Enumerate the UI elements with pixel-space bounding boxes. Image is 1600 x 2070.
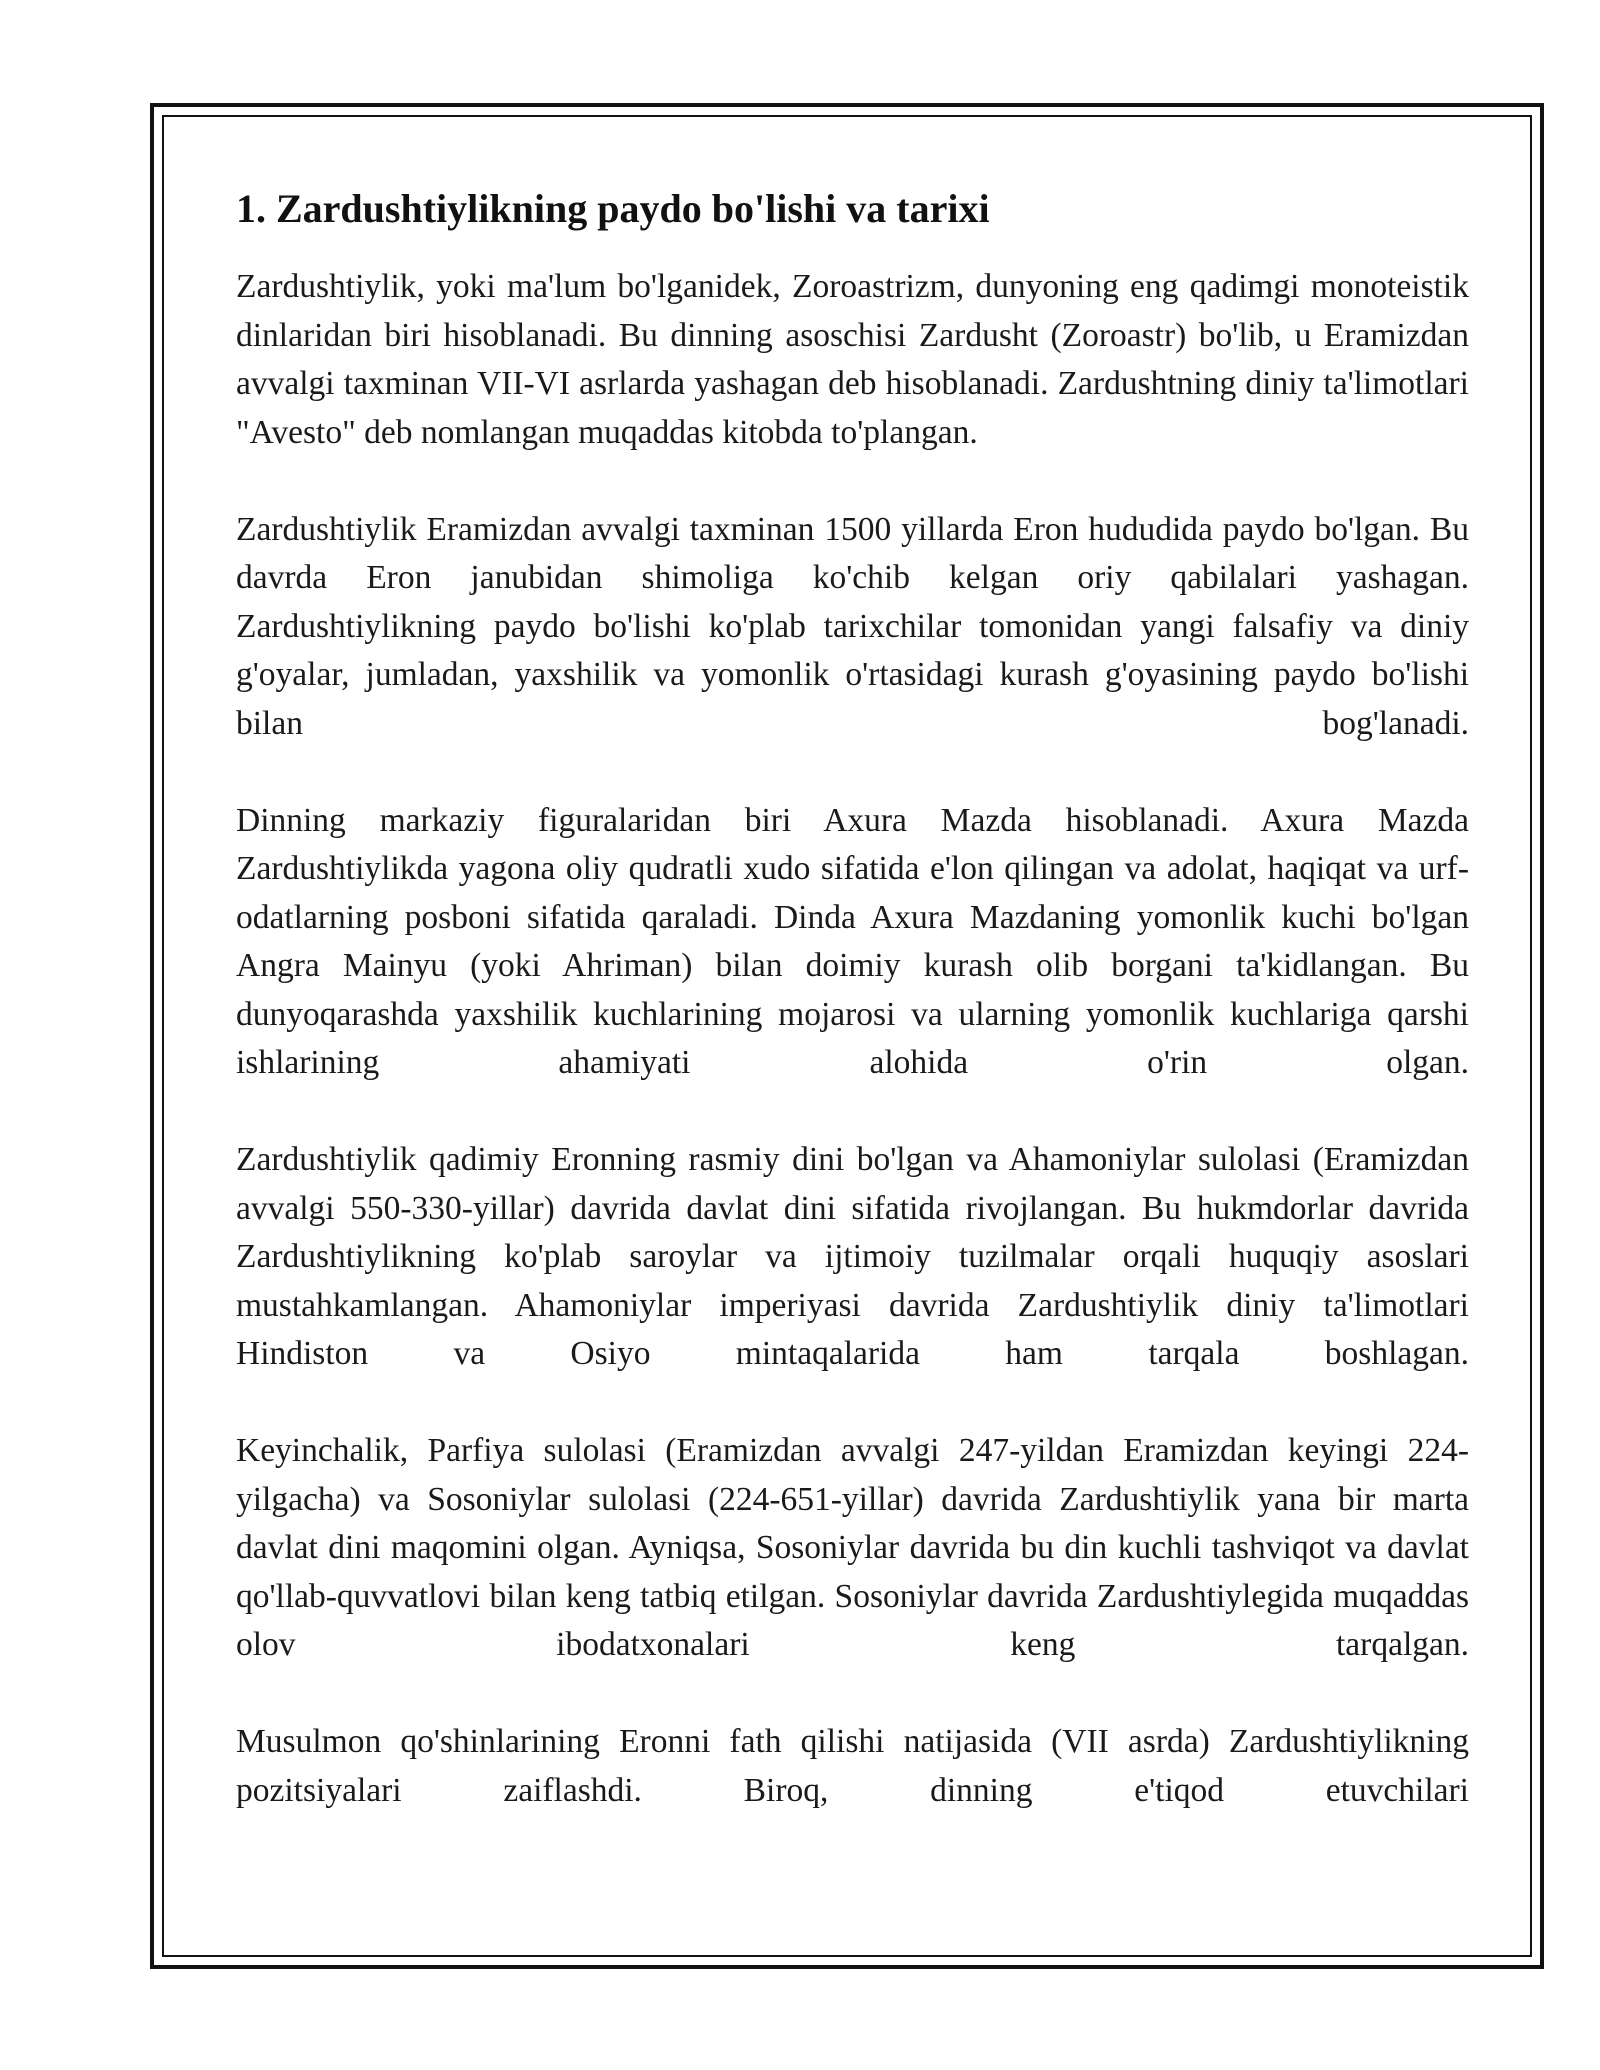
section-heading: 1. Zardushtiylikning paydo bo'lishi va tarixi xyxy=(236,186,990,231)
paragraph-1: Zardushtiylik, yoki ma'lum bo'lganidek, Zoroastrizm, dunyoning eng qadimgi monoteistik dinlaridan biri hisoblanadi. Bu dinning asoschisi Zardusht (Zoroastr) bo'lib, u Eramizdan avvalgi taxminan VII-VI asrlarda yashagan deb hisoblanadi. Zardushtning diniy ta'limotlari "Avesto" deb nomlangan muqaddas kitobda to'plangan. xyxy=(236,268,1469,451)
paragraph-6: Musulmon qo'shinlarining Eronni fath qilishi natijasida (VII asrda) Zardushtiylikning pozitsiyalari zaiflashdi. Biroq, dinning e'tiqod etuvchilari xyxy=(236,1723,1469,1809)
paragraph-2: Zardushtiylik Eramizdan avvalgi taxminan 1500 yillarda Eron hududida paydo bo'lgan. Bu davrda Eron janubidan shimoliga ko'chib kelgan oriy qabilalari yashagan. Zardushtiylikning paydo bo'lishi ko'plab tarixchilar tomonidan yangi falsafiy va diniy g'oyalar, jumladan, yaxshilik va yomonlik o'rtasidagi kurash g'oyasining paydo bo'lishi bilan bog'lanadi. xyxy=(236,510,1469,742)
paragraph-5: Keyinchalik, Parfiya sulolasi (Eramizdan avvalgi 247-yildan Eramizdan keyingi 224-yilgacha) va Sosoniylar sulolasi (224-651-yillar) davrida Zardushtiylik yana bir marta davlat dini maqomini olgan. Ayniqsa, Sosoniylar davrida bu din kuchli tashviqot va davlat qo'llab-quvvatlovi bilan keng tatbiq etilgan. Sosoniylar davrida Zardushtiylegida muqaddas olov ibodatxonalari keng tarqalgan. xyxy=(236,1432,1469,1663)
paragraph-4: Zardushtiylik qadimiy Eronning rasmiy dini bo'lgan va Ahamoniylar sulolasi (Eramizdan avvalgi 550-330-yillar) davrida davlat dini sifatida rivojlangan. Bu hukmdorlar davrida Zardushtiylikning ko'plab saroylar va ijtimoiy tuzilmalar orqali huquqiy asoslari mustahkamlangan. Ahamoniylar imperiyasi davrida Zardushtiylik diniy ta'limotlari Hindiston va Osiyo mintaqalarida ham tarqala boshlagan. xyxy=(236,1141,1469,1372)
paragraph-3: Dinning markaziy figuralaridan biri Axura Mazda hisoblanadi. Axura Mazda Zardushtiylikda yagona oliy qudratli xudo sifatida e'lon qilingan va adolat, haqiqat va urf-odatlarning posboni sifatida qaraladi. Dinda Axura Mazdaning yomonlik kuchi bo'lgan Angra Mainyu (yoki Ahriman) bilan doimiy kurash olib borgani ta'kidlangan. Bu dunyoqarashda yaxshilik kuchlarining mojarosi va ularning yomonlik kuchlariga qarshi ishlarining ahamiyati alohida o'rin olgan. xyxy=(236,801,1469,1081)
document-body xyxy=(236,185,1469,1864)
